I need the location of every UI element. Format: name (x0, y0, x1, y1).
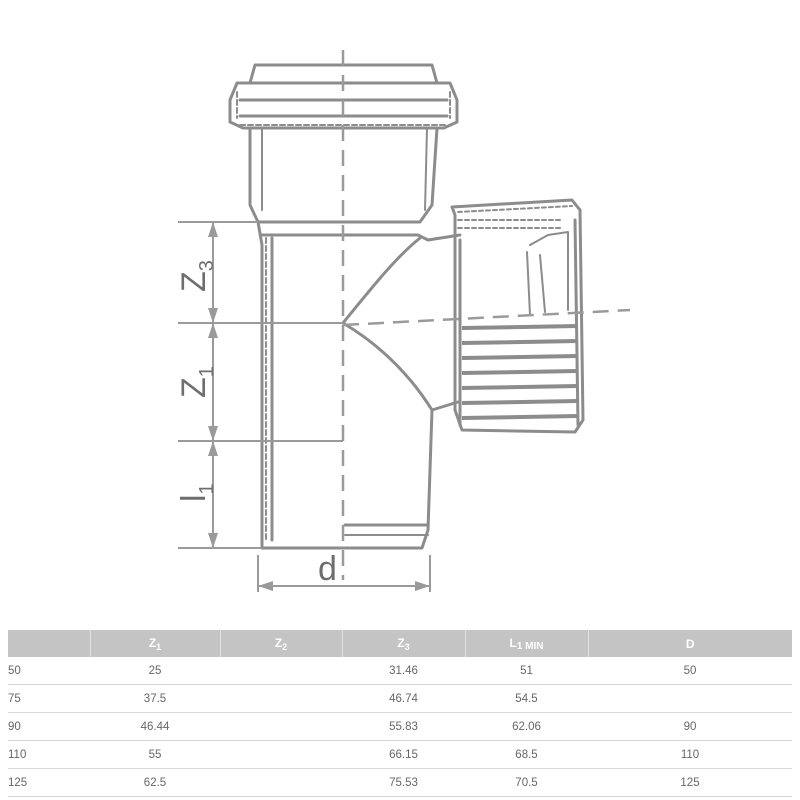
cell-z1: 25 (90, 657, 220, 685)
branch-upper-curve (343, 235, 460, 323)
cell-size: 110 (8, 741, 90, 769)
cell-z2 (220, 657, 342, 685)
arrow-d-left (258, 581, 273, 591)
cell-z3: 55.83 (342, 713, 465, 741)
cell-z1: 62.5 (90, 769, 220, 797)
cell-size: 50 (8, 657, 90, 685)
branch-lower-curve (343, 323, 432, 410)
arrow-z1-top (208, 323, 218, 338)
dimension-table (8, 630, 792, 797)
cell-size: 90 (8, 713, 90, 741)
thread-band-6 (462, 401, 578, 403)
table-row (8, 685, 792, 713)
arrow-z3-top (208, 222, 218, 237)
arrow-d-right (415, 581, 430, 591)
arrow-z1-bottom (208, 426, 218, 441)
cell-d: 110 (588, 741, 792, 769)
cell-l1min: 62.06 (465, 713, 588, 741)
cell-l1min: 51 (465, 657, 588, 685)
cell-d: 50 (588, 657, 792, 685)
cell-d: 90 (588, 713, 792, 741)
branch-socket-inner-wall (460, 220, 578, 425)
cell-z1: 46.44 (90, 713, 220, 741)
cell-z2 (220, 741, 342, 769)
cell-d (588, 685, 792, 713)
table-row (8, 657, 792, 685)
arrow-l1-top (208, 441, 218, 456)
label-l1: $l_1$ (175, 483, 218, 502)
label-z1: $Z_1$ (175, 366, 218, 398)
cell-z2 (220, 769, 342, 797)
socket-body-inner (262, 128, 427, 210)
table-row (8, 741, 792, 769)
branch-socket-outline (452, 200, 583, 432)
cell-l1min: 70.5 (465, 769, 588, 797)
table-row (8, 769, 792, 797)
header-d: D (588, 630, 792, 657)
cell-size: 75 (8, 685, 90, 713)
arrow-l1-bottom (208, 533, 218, 548)
header-z2: $Z_2$ (220, 630, 342, 657)
thread-band-4 (462, 371, 578, 373)
cell-z3: 31.46 (342, 657, 465, 685)
cell-z3: 66.15 (342, 741, 465, 769)
cell-z2 (220, 685, 342, 713)
branch-centerline (343, 310, 630, 325)
cell-z3: 75.53 (342, 769, 465, 797)
cell-l1min: 54.5 (465, 685, 588, 713)
socket-ring (230, 65, 457, 128)
header-size (8, 630, 90, 657)
label-d: d (318, 550, 337, 588)
branch-socket-thread (458, 206, 572, 228)
arrow-z3-bottom (208, 308, 218, 323)
cell-z1: 37.5 (90, 685, 220, 713)
cell-z1: 55 (90, 741, 220, 769)
table-row (8, 713, 792, 741)
thread-band-3 (462, 356, 578, 358)
table-header-row (8, 630, 792, 657)
cell-d: 125 (588, 769, 792, 797)
thread-band-5 (462, 386, 578, 388)
header-z3: $Z_3$ (342, 630, 465, 657)
cell-l1min: 68.5 (465, 741, 588, 769)
cell-z3: 46.74 (342, 685, 465, 713)
thread-band-7 (462, 416, 578, 418)
header-l1min: L1 MIN (465, 630, 588, 657)
branch-socket-seal (527, 232, 568, 315)
header-z1: $Z_1$ (90, 630, 220, 657)
cell-size: 125 (8, 769, 90, 797)
thread-band-2 (462, 341, 578, 343)
cell-z2 (220, 713, 342, 741)
label-z3: $Z_3$ (175, 260, 218, 292)
thread-band-1 (462, 326, 578, 328)
